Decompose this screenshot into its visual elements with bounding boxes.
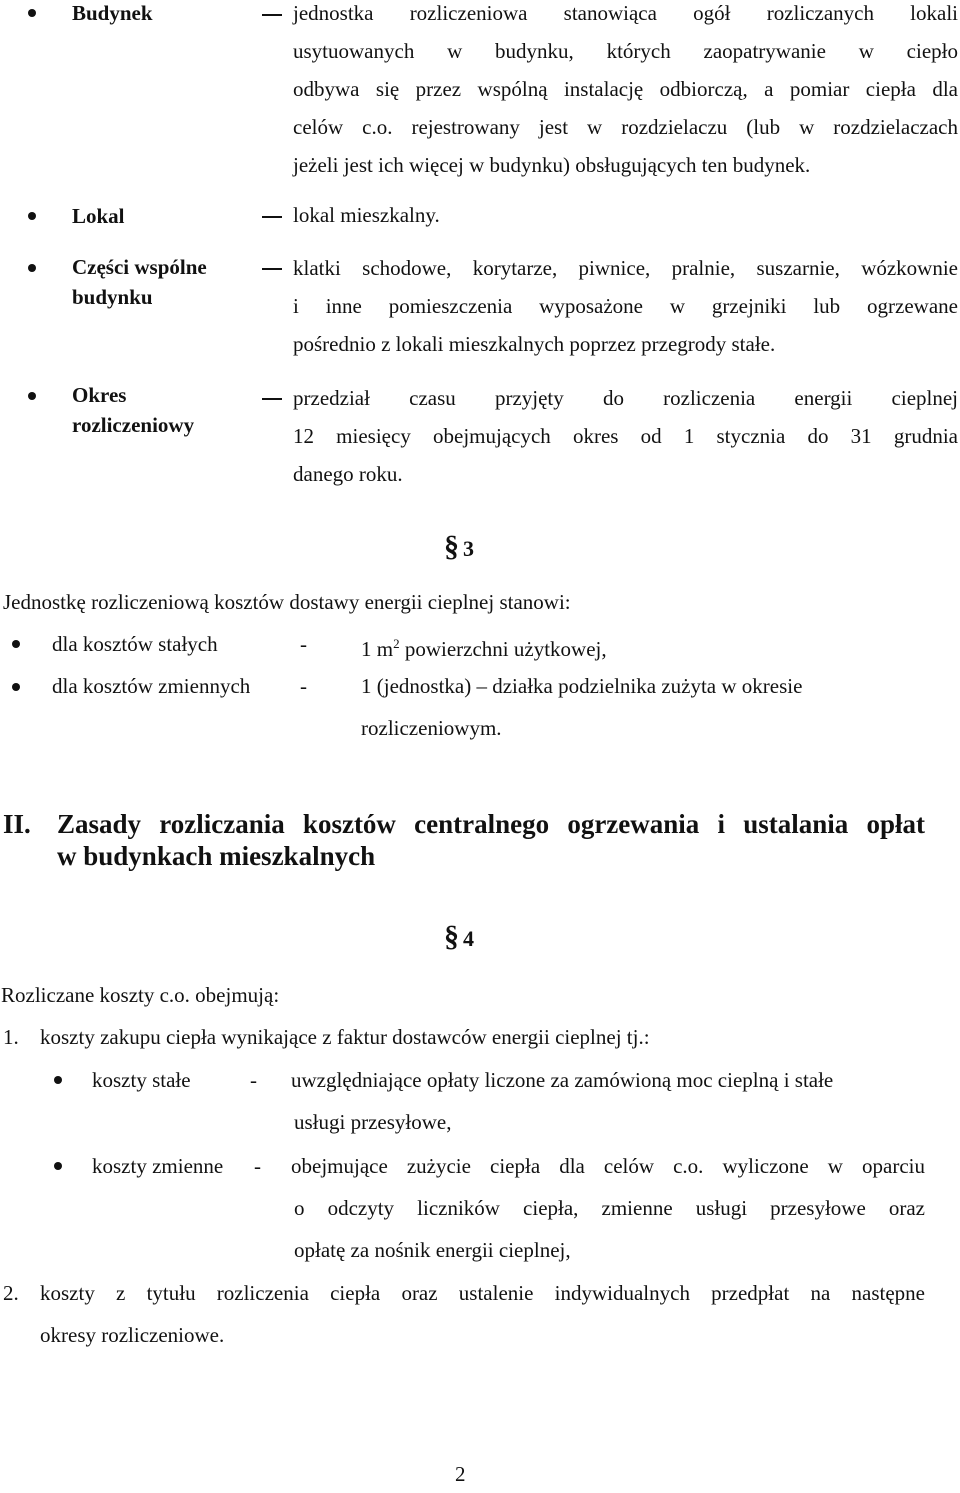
separator: - (254, 1154, 261, 1178)
bullet-icon (12, 683, 20, 691)
bullet-icon (28, 264, 36, 272)
paragraph-sign: § (444, 920, 459, 953)
cost-description: uwzględniające opłaty liczone za zamówioną moc cieplną i stałe (291, 1068, 834, 1092)
dash-icon (262, 14, 282, 16)
section-heading (444, 530, 474, 564)
section-intro: Rozliczane koszty c.o. obejmują: (1, 983, 280, 1007)
dash-icon (262, 216, 282, 218)
definition-line: usytuowanych w budynku, których zaopatrywanie w ciepło (293, 39, 958, 63)
term-okres-cont: rozliczeniowy (72, 413, 195, 437)
page-number: 2 (455, 1462, 466, 1486)
bullet-icon (54, 1076, 62, 1084)
definition-line: pośrednio z lokali mieszkalnych poprzez przegrody stałe. (293, 332, 776, 356)
definition-line: lokal mieszkalny. (293, 203, 440, 227)
separator: - (300, 674, 307, 698)
item-number: 2. (3, 1281, 19, 1305)
cost-description: o odczyty liczników ciepła, zmienne usługi przesyłowe oraz (294, 1196, 925, 1220)
bullet-icon (54, 1162, 62, 1170)
separator: - (300, 632, 307, 656)
cost-description: opłatę za nośnik energii cieplnej, (294, 1238, 571, 1262)
section-number: 4 (463, 926, 474, 951)
cost-unit-post: powierzchni użytkowej, (399, 637, 607, 661)
cost-label: koszty zmienne (92, 1154, 224, 1178)
definition-line: i inne pomieszczenia wyposażone w grzejniki lub ogrzewane (293, 294, 958, 318)
term-czesci-wspolne: Części wspólne (72, 255, 207, 279)
cost-description: obejmujące zużycie ciepła dla celów c.o. wyliczone w oparciu (291, 1154, 925, 1178)
item-number: 1. (3, 1025, 19, 1049)
separator: - (250, 1068, 257, 1092)
cost-unit (361, 625, 607, 668)
definition-line: jednostka rozliczeniowa stanowiąca ogół rozliczanych lokali (293, 1, 958, 25)
term-czesci-wspolne-cont: budynku (72, 285, 153, 309)
item-text-cont: okresy rozliczeniowe. (40, 1323, 225, 1347)
bullet-icon (12, 640, 20, 648)
definition-line: danego roku. (293, 462, 403, 486)
definition-line: klatki schodowe, korytarze, piwnice, pralnie, suszarnie, wózkownie (293, 256, 958, 280)
cost-unit: 1 (jednostka) – działka podzielnika zużyta w okresie (361, 674, 803, 698)
definition-line: 12 miesięcy obejmujących okres od 1 stycznia do 31 grudnia (293, 424, 958, 448)
definition-line: odbywa się przez wspólną instalację odbiorczą, a pomiar ciepła dla (293, 77, 958, 101)
bullet-icon (28, 392, 36, 400)
section-heading (444, 920, 474, 954)
cost-label: dla kosztów stałych (52, 632, 218, 656)
cost-unit-pre: 1 m (361, 637, 394, 661)
definition-line: jeżeli jest ich więcej w budynku) obsługujących ten budynek. (293, 153, 811, 177)
dash-icon (262, 268, 282, 270)
paragraph-sign: § (444, 530, 459, 563)
cost-description: usługi przesyłowe, (294, 1110, 452, 1134)
bullet-icon (28, 212, 36, 220)
definition-line: celów c.o. rejestrowany jest w rozdzielaczu (lub w rozdzielaczach (293, 115, 958, 139)
term-okres: Okres (72, 383, 127, 407)
chapter-numeral: II. (3, 809, 31, 839)
dash-icon (262, 398, 282, 400)
definition-line: przedział czasu przyjęty do rozliczenia energii cieplnej (293, 386, 958, 410)
term-lokal: Lokal (72, 204, 125, 228)
item-text: koszty z tytułu rozliczenia ciepła oraz ustalenie indywidualnych przedpłat na następne (40, 1281, 925, 1305)
cost-label: dla kosztów zmiennych (52, 674, 251, 698)
cost-unit-cont: rozliczeniowym. (361, 716, 502, 740)
cost-label: koszty stałe (92, 1068, 191, 1092)
chapter-title-cont: w budynkach mieszkalnych (57, 841, 376, 871)
item-text: koszty zakupu ciepła wynikające z faktur dostawców energii cieplnej tj.: (40, 1025, 650, 1049)
cost-unit-sup: 2 (393, 636, 400, 651)
term-budynek: Budynek (72, 1, 153, 25)
section-number: 3 (463, 536, 474, 561)
bullet-icon (28, 9, 36, 17)
section-intro: Jednostkę rozliczeniową kosztów dostawy energii cieplnej stanowi: (3, 590, 571, 614)
chapter-title: Zasady rozliczania kosztów centralnego ogrzewania i ustalania opłat (57, 809, 925, 839)
